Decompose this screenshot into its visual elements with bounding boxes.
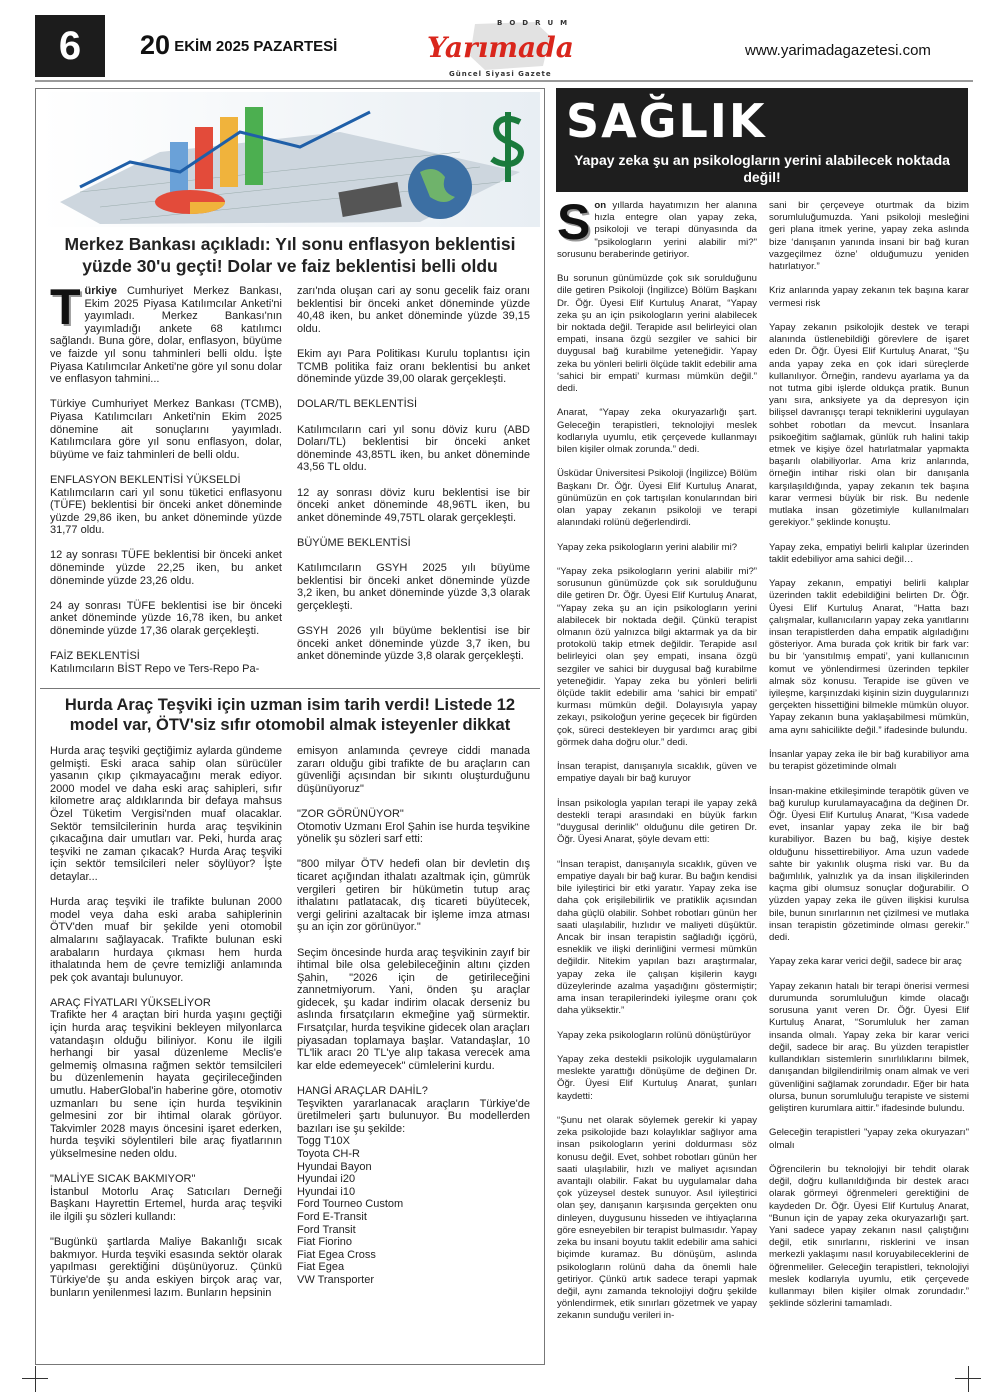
- paragraph-text: Anarat, “Yapay zeka okuryazarlığı şart. Geleceğin terapistleri, teknolojiyi meslek kodlarıyla uyumlu, etik çerçevede kullanmayı bilen kişiler olmak zorunda.” dedi.: [557, 407, 757, 456]
- paragraph-text: İnsan-makine etkileşiminde terapötik güven ve bağ kurulup kurulamayacağına da değinen Dr. Öğr. Üyesi Elif Kurtuluş Anarat, “Kısa vadede evet, insanlar yapay zeka ile bir bağ kurabiliyor. Bazen bu bağ, kişiye destek olduğunu hissettirebiliyor. Ama uzun vadede sahte bir yakınlık oluşma riski var. Bu da bağımlılık, yalnızlık ya da insan ilişkilerinden kaçma gibi olumsuz sonuçlar doğurabilir. O yüzden yapay zeka ile güven ilişkisi kurulsa bile, bunun sınırlarının net çizilmesi ve mutlaka insan terapistin gözetiminde olması gerekir.” dedi.: [769, 785, 969, 944]
- paragraph-text: Öğrencilerin bu teknolojiyi bir tehdit olarak değil, doğru kullanıldığında bir destek aracı olarak görmeyi öğrenmeleri gerektiğini de kaydeden Dr. Öğr. Üyesi Elif Kurtuluş Anarat, “Bunun için de yapay zeka okuryazarlığı şart. Yani sadece yapay zekanın nasıl çalıştığını değil, etik sınırlarını, risklerini ve insan merkezli yaklaşımı nasıl koruyabileceklerini de öğrenmeliler. Geleceğin terapistleri, teknolojiyi meslek kodlarıyla uyumlu, etik çerçevede kullanmayı bilen kişiler olmak zorundadır.” şeklinde sözlerini tamamladı.: [769, 1163, 969, 1310]
- paragraph: [50, 474, 282, 537]
- car-model-item: Fiat Egea Cross: [297, 1248, 376, 1261]
- finance-illustration: [40, 92, 540, 227]
- paragraph-text: Teşvikten yararlanacak araçların Türkiye'de üretilmeleri şartı bulunuyor. Bu modellerden bazıları ise şu şekilde:: [297, 1097, 530, 1135]
- paragraph-text: Katılımcıların cari yıl sonu tüketici enflasyonu (TÜFE) beklentisi bir önceki anket döneminde yüzde 29,86 iken, bu anket döneminde yüzde 31,77 oldu.: [50, 486, 282, 537]
- date-rest: EKİM 2025 PAZARTESİ: [174, 38, 338, 55]
- article-columns: [40, 279, 540, 688]
- car-model-item: Fiat Fiorino: [297, 1236, 353, 1249]
- paragraph: [50, 745, 282, 884]
- paragraph: [557, 859, 757, 1018]
- paragraph: [297, 562, 530, 612]
- article-columns: [556, 194, 969, 1335]
- paragraph: [769, 749, 969, 773]
- car-model-item: Ford E-Transit: [297, 1210, 367, 1223]
- article-column: [557, 194, 757, 1335]
- paragraph: [557, 566, 757, 749]
- paragraph-text: Katılımcıların cari yıl sonu döviz kuru (ABD Doları/TL) beklentisi bir önceki anket döneminde 43,85TL iken, bu anket döneminde 43,56 TL oldu.: [297, 423, 530, 474]
- paragraph: [297, 1085, 530, 1135]
- article-column: [50, 745, 282, 1312]
- paragraph: [297, 348, 530, 386]
- paragraph: [769, 956, 969, 968]
- paragraph-text: Yapay zeka, empatiyi belirli kalıplar üzerinden taklit edebiliyor ama sahici değil…: [769, 541, 969, 565]
- paragraph: [50, 398, 282, 461]
- paragraph: [50, 1236, 282, 1299]
- paragraph-text: Türkiye Cumhuriyet Merkez Bankası (TCMB), Piyasa Katılımcıları Anketi'nin Ekim 2025 dönemine ait sonuçlarını yayımladı. Katılımcılara göre yıl sonu enflasyon, dolar, büyüme ve faiz tahminleri de belli oldu.: [50, 398, 282, 461]
- paragraph-text: Otomotiv Uzmanı Erol Şahin ise hurda teşvikine yönelik şu sözleri sarf etti:: [297, 820, 530, 846]
- paragraph: [769, 1164, 969, 1310]
- paragraph: [297, 285, 530, 335]
- date-day: 20: [140, 30, 171, 60]
- logo-main-text: Yarımada: [427, 31, 574, 64]
- paragraph: [557, 1030, 757, 1042]
- article-column: [297, 745, 530, 1312]
- lead-bold: ürkiye: [84, 285, 117, 297]
- paragraph: [769, 322, 969, 529]
- paragraph: [50, 549, 282, 587]
- car-model-item: Toyota CH-R: [297, 1148, 360, 1160]
- lead-text: yıllarda hayatımızın her alanına hızla entegre olan yapay zeka, psikoloji ve terapi dünyasında da "psikologların yerini alabilir mi?" sorusunu beraberinde getiriyor.: [557, 200, 757, 260]
- paragraph-text: “Yapay zeka psikologların yerini alabilir mi?” sorusunun günümüzde çok sık sorulduğunu dile getiren Dr. Öğr. Üyesi Elif Kurtuluş Anarat, “Yapay zeka şu an için psikologların yerini alabilecek bir noktada değil. Çünkü terapist olmanın özü yalnızca bilgi aktarmak ya da bir protokolü takip etmek değildir. Terapide asıl belirleyici olan şey empati, insana özgü sezgiler ve sahici bir duygusal bağ kurabilme yeteneğidir. Yapay zeka bu yönleri belirli ölçüde taklit edebilir ama ‘sahici bir empati’ kurması mümkün değil. Dolayısıyla yapay zekayı, psikoloğun yerine geçecek bir figürden çok, süreci destekleyen bir yardımcı araç gibi görmek daha doğru olur.” dedi.: [557, 566, 757, 748]
- paragraph-text: İnsanlar yapay zeka ile bir bağ kurabiliyor ama bu terapist gözetiminde olmalı: [769, 749, 969, 773]
- paragraph-text: Yapay zeka karar verici değil, sadece bir araç: [769, 956, 962, 968]
- paragraph: [557, 761, 757, 785]
- paragraph: [50, 1173, 282, 1223]
- article-divider: [40, 688, 540, 689]
- paragraph-text: GSYH 2026 yılı büyüme beklentisi ise bir önceki anket döneminde yüzde 3,7 iken, bu anket döneminde yüzde 3,8 olarak gerçekleşti.: [297, 625, 530, 663]
- section-banner: [556, 88, 968, 192]
- paragraph-text: Katılımcıların BİST Repo ve Ters-Repo Pa-: [50, 662, 260, 675]
- article-column: [50, 279, 282, 688]
- car-model-item: Togg T10X: [297, 1135, 351, 1148]
- header-divider: [35, 80, 973, 82]
- crop-mark: [968, 1366, 969, 1392]
- paragraph-text: "800 milyar ÖTV hedefi olan bir devletin dış ticaret açığından ithalatı azaltmak için, gümrük vergileri getiren bir hükümetin tutup araç ithalatını patlatacak, dış ticareti büyütecek, vergi gelirini azaltacak bir işleme imza atması şu an için zor görünüyor.": [297, 858, 530, 934]
- paragraph: [557, 798, 757, 847]
- paragraph-text: İstanbul Motorlu Araç Satıcıları Derneği Başkanı Hayrettin Ertemel, hurda araç teşviki ile ilgili şu sözleri kullandı:: [50, 1185, 282, 1223]
- car-model-item: VW Transporter: [297, 1273, 375, 1286]
- paragraph-text: Geleceğin terapistleri "yapay zeka okuryazarı" olmalı: [769, 1127, 969, 1151]
- paragraph-text: zarı'nda oluşan cari ay sonu gecelik faiz oranı beklentisi bir önceki anket döneminde yüzde 40,48 iken, bu anket döneminde yüzde 39,15 oldu.: [297, 285, 530, 335]
- paragraph: [557, 1054, 757, 1103]
- paragraph-text: Yapay zeka destekli psikolojik uygulamaların meslekte yarattığı dönüşüme de değinen Dr. Öğr. Üyesi Elif Kurtuluş Anarat, şunları kaydetti:: [557, 1054, 757, 1102]
- paragraph-text: Yapay zekanın, empatiyi belirli kalıplar üzerinden taklit edebildiğini belirten Dr. Öğr. Üyesi Elif Kurtuluş Anarat, “Hatta bazı çalışmalar, kullanıcıların yapay zeka yanıtlarını insan terapistlerden daha empatik algıladığını gösteriyor. Ama burada çok kritik bir fark var: bu bir ‘yansıtılmış empati’, yani kullanıcının komut ve yönlendirmesi üzerinden tepkiler almak söz konusu. Terapide ise güven ve iyileşme, karşınızdaki kişinin sizin duygularınızı gerçekten hissettiğini bilmekle mümkün oluyor. Yapay zekanın buna yaklaşabilmesi mümkün, ama aynı sahicilikte değil.” ifadesinde bulundu.: [769, 578, 969, 736]
- paragraph-text: Trafikte her 4 araçtan biri hurda yaşını geçtiği için hurda araç teşvikini bekleyen milyonlarca vatandaşın olduğu biliniyor. Konu ile ilgili herhangi bir yasal düzenleme Meclis'e gelmemiş olmasına rağmen sektör temsilcileri bu düzenlemenin hayata geçirileceğinden umutlu. HaberGlobal'in haberine göre, otomotiv uzmanları bu sene için hurda teşvikinin gelmesini zor bir ihtimal olarak görüyor. Takvimler 2028 mayıs öncesini işaret ederken, hurda teşviki söylentileri bile araç fiyatlarının yükselmesine neden oldu.: [50, 1009, 282, 1160]
- lead-text: Cumhuriyet Merkez Bankası, Ekim 2025 Piyasa Katılımcılar Anketi'ni yayımladı. Merkez Bankası'nın yayımladığı ankete 68 katılımcı sağlandı. Buna göre, dolar, enflasyon, büyüme ve faizde yıl sonu tahminleri belli oldu. İşte Piyasa Katılımcılar Anketi'ne göre yıl sonu dolar ve enflasyon tahmini...: [50, 285, 282, 386]
- paragraph: [769, 578, 969, 737]
- subheading: ENFLASYON BEKLENTİSİ YÜKSELDİ: [50, 473, 241, 486]
- subheading: FAİZ BEKLENTİSİ: [50, 650, 140, 663]
- paragraph-text: Bu sorunun günümüzde çok sık sorulduğunu dile getiren Psikoloji (İngilizce) Bölüm Başkanı Dr. Öğr. Üyesi Elif Kurtuluş Anarat, “Yapay zeka şu an için psikologların yerini alabilecek bir noktada değil. Terapide asıl belirleyici olan empati, insana özgü sezgiler ve sahici bir duygusal bağ kurabilme yeteneğidir. Yapay zeka bu yönleri belirli ölçüde taklit edebilir ama ‘sahici bir empati’ kurması mümkün değil.” dedi.: [557, 273, 757, 395]
- paragraph-text: Yapay zeka psikologların rolünü dönüştürüyor: [557, 1029, 751, 1041]
- paragraph: [769, 542, 969, 566]
- paragraph: [297, 808, 530, 846]
- article-column: [769, 200, 969, 1335]
- paragraph: [297, 745, 530, 795]
- subheading: HANGİ ARAÇLAR DAHİL?: [297, 1085, 428, 1098]
- paragraph-text: 12 ay sonrası döviz kuru beklentisi ise bir önceki anket döneminde 48,96TL iken, bu anket döneminde 49,75TL olarak gerçekleşti.: [297, 486, 530, 524]
- paragraph-text: 12 ay sonrası TÜFE beklentisi bir önceki anket döneminde yüzde 22,25 iken, bu anket döneminde yüzde 23,26 oldu.: [50, 549, 282, 587]
- paragraph-text: Yapay zekanın psikolojik destek ve terapi alanında üstlenebildiği görevlere de işaret eden Dr. Öğr. Üyesi Elif Kurtuluş Anarat, “Şu anda yapay zeka en çok idari süreçlerde kullanılıyor. Örneğin, randevu ayarlama ya da not tutma gibi işlerde oldukça pratik. Bunun yanı sıra, anksiyete ya da depresyon için bilişsel davranışçı terapi tekniklerini uygulayan sohbet robotları da mevcut. İnsanlara psikoeğitim sağlamak, günlük ruh halini takip etmek ve kişiye özel hatırlatmalar yapmakta başarılı olabiliyorlar. Ama kriz anlarında, örneğin intihar riski olan bir danışanla karşılaşıldığında, yapay zekanın tek başına karar vermesi büyük bir risk. Bu nedenle mutlaka insan gözetimiyle kullanılmaları gerekiyor.” şeklinde konuştu.: [769, 322, 969, 529]
- website-link[interactable]: www.yarimadagazetesi.com: [745, 42, 931, 59]
- paragraph-text: "Bugünkü şartlarda Maliye Bakanlığı sıcak bakmıyor. Hurda teşviki esasında sektör olarak yapılması gerektiğini düşünüyoruz. Çünkü Türkiye'de şu anda eskiyen birçok araç var, bunların yenilenmesi lazım. Bunların hepsinin: [50, 1236, 282, 1299]
- paragraph-text: sani bir çerçeveye oturtmak da bizim sorumluluğumuzda. Yani psikoloji mesleğini geri plana itmek yerine, yapay zeka aslında bize ‘danışanın yanında insani bir bağ kuran vazgeçilmez özne’ olduğumuzu yeniden hatırlatıyor.”: [769, 200, 969, 273]
- paragraph-text: İnsan psikologla yapılan terapi ile yapay zekâ destekli terapi arasındaki en büyük farkın "duygusal derinlik" olduğunu dile getiren Dr. Öğr. Üyesi Anarat, şöyle devam etti:: [557, 797, 757, 846]
- paragraph: [557, 542, 757, 554]
- paragraph-text: BÜYÜME BEKLENTİSİ: [297, 536, 411, 549]
- issue-date: [140, 30, 337, 61]
- paragraph: [50, 896, 282, 984]
- paragraph-text: “Şunu net olarak söylemek gerekir ki yapay zeka psikolojide bazı kolaylıklar sağlıyor ama insan psikologların yerini doldurması söz konusu değil. Evet, sohbet robotları günün her saati ulaşılabilir, hızlı ve maliyet açısından avantajlı olabilir. Fakat bu uygulamalar daha çok yüzeysel destek sunuyor. Asıl iyileştirici olan şey, danışanın karşısında gerçekten onu dinleyen, duygusunu hisseden ve ihtiyaçlarına göre esneyebilen bir terapist bulmasıdır. Yapay zeka bu insani boyutu taklit edebilir ama sahici biçimde kuramaz. Bu dönüşüm, aslında psikologların rolünü daha da önemli hale getiriyor. Çünkü artık sadece terapi yapmak değil, aynı zamanda teknolojiyi doğru şekilde yönlendirmek, etik sınırları gözetmek ve yapay zekanın sunduğu verileri in-: [557, 1115, 757, 1322]
- paragraph: [769, 786, 969, 945]
- paragraph-text: Kriz anlarında yapay zekanın tek başına karar vermesi risk: [769, 285, 969, 309]
- car-model-item: Ford Transit: [297, 1223, 356, 1236]
- paragraph-text: Yapay zeka psikologların yerini alabilir mi?: [557, 541, 738, 553]
- paragraph: [769, 1127, 969, 1151]
- subheading: "MALİYE SICAK BAKMIYOR": [50, 1173, 196, 1186]
- article-headline[interactable]: Hurda Araç Teşviki için uzman isim tarih verdi! Listede 12 model var, ÖTV'siz sıfır otomobil almak isteyenler dikkat: [64, 696, 516, 734]
- logo-top-text: BODRUM: [497, 19, 575, 27]
- paragraph: [557, 1115, 757, 1322]
- article-headline[interactable]: Yapay zeka şu an psikologların yerini alabilecek noktada değil!: [574, 152, 950, 185]
- lead-paragraph: [50, 279, 282, 386]
- paragraph: [297, 398, 530, 411]
- paragraph-text: Hurda araç teşviki geçtiğimiz aylarda gündeme gelmişti. Eski araca sahip olan sürücüler yasanın çıkıp çıkmayacağını merak ediyor. 2000 model ve daha eski araç sahipleri, sıfır kilometre araç aldıklarında bir defaya mahsus Özel Tüketim Vergisi'nden muaf olacaklar. Sektör temsilcilerinin hurda araç teşvikinin çıkacağına dair umutları var. Peki, hurda araç teşviki ne zaman çıkacak? Hurda Araç teşviki için sektör temsilcileri neler söylüyor? İşte detaylar...: [50, 745, 282, 883]
- newspaper-logo: [415, 16, 590, 80]
- article-headline[interactable]: Merkez Bankası açıkladı: Yıl sonu enflasyon beklentisi yüzde 30'u geçti! Dolar ve faiz beklentisi belli oldu: [64, 234, 516, 276]
- paragraph: [297, 625, 530, 663]
- paragraph-text: “İnsan terapist, danışanıyla sıcaklık, güven ve empatiye dayalı bir bağ kurar. Bu bağın kendisi bile iyileştirici bir etki yaratır. Yapay zeka ise daha çok erişilebilirlik ve pratiklik açısından daha güçlü olabilir. Sohbet robotları günün her saati ulaşılabilir, hızlıdır ve maliyeti düşüktür. Ancak bir insan terapistin sağladığı içgörü, esneklik ve ilişki derinliğini vermesi mümkün değildir. Nitekim yapılan bazı araştırmalar, yapay zeka ile çalışan kişilerin kaygı düzeylerinde azalma yaşadığını göstermiştir; ama insan terapilerindeki iyileşme oranı çok daha yüksektir.”: [557, 858, 757, 1017]
- left-news-frame: [35, 88, 545, 1365]
- paragraph: [50, 600, 282, 638]
- subheading: ARAÇ FİYATLARI YÜKSELİYOR: [50, 996, 211, 1009]
- paragraph: [297, 947, 530, 1073]
- paragraph: [50, 997, 282, 1161]
- paragraph-text: 24 ay sonrası TÜFE beklentisi ise bir önceki anket döneminde yüzde 16,78 iken, bu anket döneminde yüzde 17,36 olarak gerçekleşti.: [50, 599, 282, 638]
- paragraph: [297, 487, 530, 525]
- paragraph: [769, 981, 969, 1115]
- drop-cap: S: [557, 194, 591, 250]
- paragraph-text: Üsküdar Üniversitesi Psikoloji (İngilizce) Bölüm Başkanı Dr. Öğr. Üyesi Elif Kurtuluş Anarat, günümüzün en çok tartışılan konularından biri olan yapay zekanın psikoloji ve terapi alanındaki rolünü değerlendirdi.: [557, 468, 757, 529]
- car-model-item: Hyundai i20: [297, 1173, 356, 1186]
- health-section: [556, 88, 969, 1335]
- paragraph: [297, 858, 530, 934]
- paragraph: [297, 537, 530, 550]
- crop-mark: [35, 1366, 36, 1392]
- paragraph-text: Hurda araç teşviki ile trafikte bulunan 2000 model veya daha eski araba sahiplerinin ÖTV'den muaf bir şekilde yeni otomobil almalarını sağlayacak. Trafikte bulunan eski arabaların hurdaya çıkması hem hurda ithalatında hem de çevre temizliği anlamında pek çok avantajı bulunuyor.: [50, 896, 282, 984]
- paragraph-text: Katılımcıların GSYH 2025 yılı büyüme beklentisi bir önceki anket döneminde yüzde 3,2 iken, bu anket döneminde yüzde 3,3 olarak gerçekleşti.: [297, 562, 530, 612]
- car-model-item: Hyundai Bayon: [297, 1160, 372, 1173]
- paragraph: [50, 650, 282, 675]
- logo-sub-text: Güncel Siyasi Gazete: [449, 70, 552, 78]
- paragraph: [557, 273, 757, 395]
- paragraph-text: İnsan terapist, danışanıyla sıcaklık, güven ve empatiye dayalı bir bağ kuruyor: [557, 761, 757, 785]
- paragraph: [769, 285, 969, 309]
- article-columns: [40, 745, 540, 1312]
- car-model-item: Ford Tourneo Custom: [297, 1198, 404, 1211]
- section-title: SAĞLIK: [566, 94, 767, 148]
- subheading: "ZOR GÖRÜNÜYOR": [297, 807, 404, 820]
- paragraph-text: Ekim ayı Para Politikası Kurulu toplantısı için TCMB politika faiz oranı beklentisi bu anket döneminde yüzde 39,00 olarak gerçekleşti.: [297, 347, 530, 386]
- article-column: [297, 285, 530, 688]
- paragraph-text: Yapay zekanın hatalı bir terapi önerisi vermesi durumunda sorumluluğun kimde olacağı sorusuna yanıt veren Dr. Öğr. Üyesi Elif Kurtuluş Anarat, “Sorumluluk her zaman insanda olmalı. Yapay zeka bir karar verici değil, sadece bir araç. Bu yüzden terapistler kullandıkları sistemlerin sınırlılıklarını bilmek, danışandan bilgilendirilmiş onam almak ve veri güvenliğini sağlamak zorundadır. Eğer bir hata olursa, bunun sorumluluğu terapiste ve sistemi geliştiren kurumlara aittir.” ifadesinde bulundu.: [769, 980, 969, 1114]
- drop-cap: T: [50, 279, 81, 335]
- lead-paragraph: [557, 194, 757, 261]
- lead-bold: on: [594, 200, 607, 211]
- paragraph: [769, 200, 969, 273]
- paragraph-text: emisyon anlamında çevreye ciddi manada zararı olduğu gibi trafikte de bu araçların can güvenliği açısından bir sıkıntı oluşturduğunu düşünüyoruz": [297, 745, 530, 795]
- page-number: 6: [35, 15, 105, 77]
- paragraph: [557, 407, 757, 456]
- car-model-item: Fiat Egea: [297, 1261, 345, 1274]
- paragraph-text: DOLAR/TL BEKLENTİSİ: [297, 398, 418, 411]
- paragraph: [297, 424, 530, 474]
- paragraph: [557, 468, 757, 529]
- paragraph-text: Seçim öncesinde hurda araç teşvikinin zayıf bir ihtimal bile olsa gelebileceğinin altını çizden Şahin, "2026 için de getirileceğini zannetmiyorum. Yani, önden şu araçlar gidecek, şu kadar indirim olacak derseniz bu aslında fırsatçıların ekmeğine yağ sürmektir. Fırsatçılar, hurda teşvikine gidecek olan araçları piyasadan toplamaya başlar. Vatandaşlar, 10 TL'lik aracı 20 TL'ye alıp takasa verecek ama kar elde edemeyecek" cümlelerini kurdu.: [297, 946, 530, 1072]
- car-model-item: Hyundai i10: [297, 1185, 356, 1198]
